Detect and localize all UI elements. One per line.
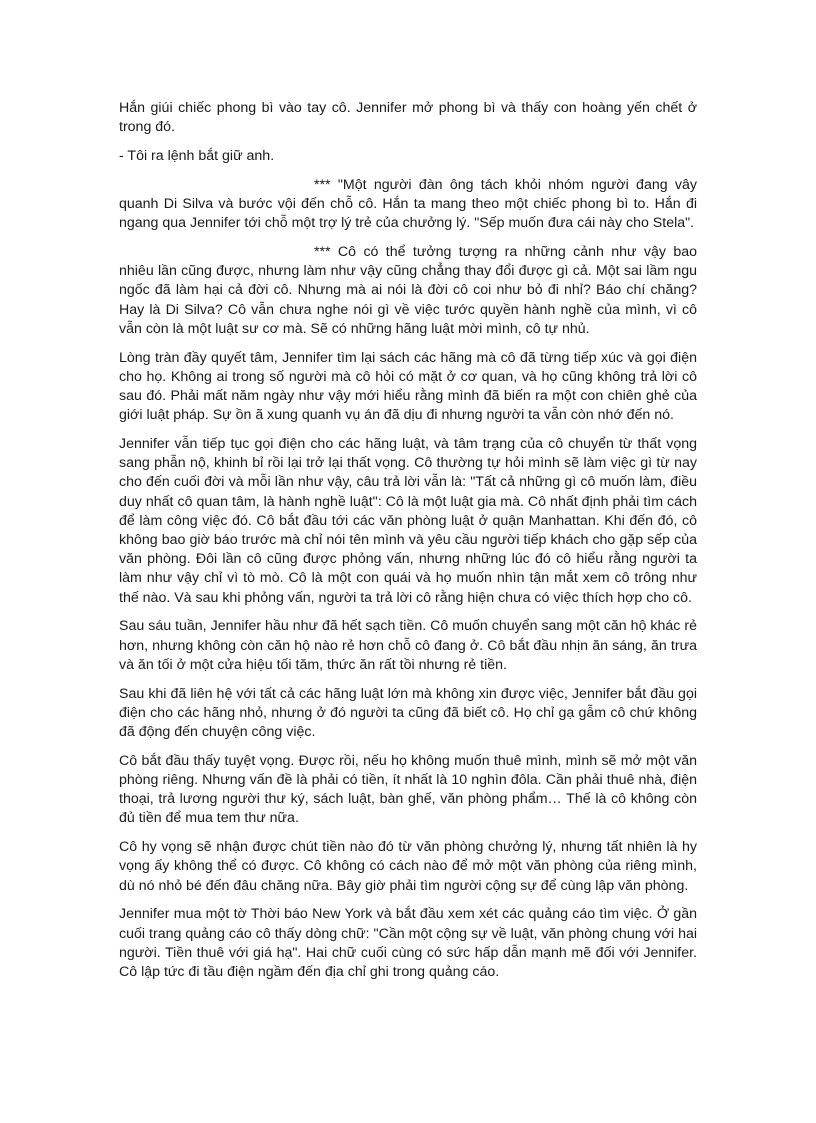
paragraph-small-firms: Sau khi đã liên hệ với tất cả các hãng luật lớn mà không xin được việc, Jennifer bắt đầu gọi điện cho các hãng nhỏ, nhưng ở đó người ta cũng đã biết cô. Họ chỉ gạ gẫm cô chứ không đã động đến chuyện công việc. [119, 685, 697, 741]
paragraph-envelope: Hắn giúi chiếc phong bì vào tay cô. Jennifer mở phong bì và thấy con hoàng yến chết ở trong đó. [119, 100, 697, 136]
paragraph-out-of-money: Sau sáu tuần, Jennifer hầu như đã hết sạch tiền. Cô muốn chuyển sang một căn hộ khác rẻ hơn, nhưng không còn căn hộ nào rẻ hơn chỗ cô đang ở. Cô bắt đầu nhịn ăn sáng, ăn trưa và ăn tối ở một cửa hiệu tối tăm, thức ăn rất tồi nhưng rẻ tiền. [119, 618, 697, 673]
paragraph-visiting-offices: Jennifer vẫn tiếp tục gọi điện cho các hãng luật, và tâm trạng của cô chuyển từ thất vọng sang phẫn nộ, khinh bỉ rồi lại trở lại thất vọng. Cô thường tự hỏi mình sẽ làm việc gì từ nay cho đến cuối đời và mỗi lần như vậy, câu trả lời vẫn là: "Tất cả những gì cô muốn làm, điều duy nhất cô quan tâm, là hành nghề luật": Cô là một luật gia mà. Cô nhất định phải tìm cách để làm công việc đó. Cô bắt đầu tới các văn phòng luật ở quận Manhattan. Khi đến đó, cô không bao giờ báo trước mà chỉ nói tên mình và yêu cầu người tiếp khách cho gặp sếp của văn phòng. Đôi lần cô cũng được phỏng vấn, nhưng những lúc đó cô hiểu rằng người ta làm như vậy chỉ vì tò mò. Cô là một con quái và họ muốn nhìn tận mắt xem cô trông như thế nào. Và sau khi phỏng vấn, người ta trả lời cô rằng hiện chưa có việc thích hợp cho cô. [119, 436, 697, 606]
paragraph-find-partner: Cô hy vọng sẽ nhận được chút tiền nào đó từ văn phòng chưởng lý, nhưng tất nhiên là hy vọng ấy không thể có được. Cô không có cách nào để mở một văn phòng của riêng mình, dù nó nhỏ bé đến đâu chăng nữa. Bây giờ phải tìm người cộng sự để cùng lập văn phòng. [119, 839, 697, 894]
paragraph-man-with-envelope: *** "Một người đàn ông tách khỏi nhóm người đang vây quanh Di Silva và bước vội đến chỗ cô. Hắn ta mang theo một chiếc phong bì to. Hắn đi ngang qua Jennifer tới chỗ một trợ lý trẻ của chưởng lý. "Sếp muốn đưa cái này cho Stela". [119, 176, 697, 232]
paragraph-calling-firms: Lòng tràn đầy quyết tâm, Jennifer tìm lại sách các hãng mà cô đã từng tiếp xúc và gọi điện cho họ. Không ai trong số người mà cô hỏi có mặt ở cơ quan, và họ cũng không trả lời cô sau đó. Phải mất năm ngày như vậy mới hiểu rằng mình đã biến ra một con chiên ghẻ của giới luật pháp. Sự ồn ã xung quanh vụ án đã dịu đi nhưng người ta vẫn còn nhớ đến nó. [119, 349, 697, 424]
paragraph-arrest-order: - Tôi ra lệnh bắt giữ anh. [119, 148, 275, 164]
paragraph-own-office: Cô bắt đầu thấy tuyệt vọng. Được rồi, nếu họ không muốn thuê mình, mình sẽ mở một văn phòng riêng. Nhưng vấn đề là phải có tiền, ít nhất là 10 nghìn đôla. Cần phải thuê nhà, điện thoại, trả lương người thư ký, sách luật, bàn ghế, văn phòng phẩm… Thế là cô không còn đủ tiền để mua tem thư nữa. [119, 752, 697, 827]
document-page [119, 99, 697, 992]
paragraph-newspaper-ad: Jennifer mua một tờ Thời báo New York và bắt đầu xem xét các quảng cáo tìm việc. Ở gần cuối trang quảng cáo cô thấy dòng chữ: "Cần một cộng sự về luật, văn phòng chung với hai người. Tiền thuê với giá hạ". Hai chữ cuối cùng có sức hấp dẫn mạnh mẽ đối với Jennifer. Cô lập tức đi tầu điện ngầm đến địa chỉ ghi trong quảng cáo. [119, 906, 697, 981]
paragraph-imagined-scenes: *** Cô có thể tưởng tượng ra những cảnh như vậy bao nhiêu lần cũng được, nhưng làm như vậy cũng chẳng thay đổi được gì cả. Một sai lầm ngu ngốc đã làm hại cả đời cô. Nhưng mà ai nói là đời cô coi như bỏ đi nhỉ? Báo chí chăng? Hay là Di Silva? Cô vẫn chưa nghe nói gì về việc tước quyền hành nghề của mình, vì cô vẫn còn là một luật sư cơ mà. Sẽ có những hãng luật mời mình, cô tự nhủ. [119, 244, 697, 337]
